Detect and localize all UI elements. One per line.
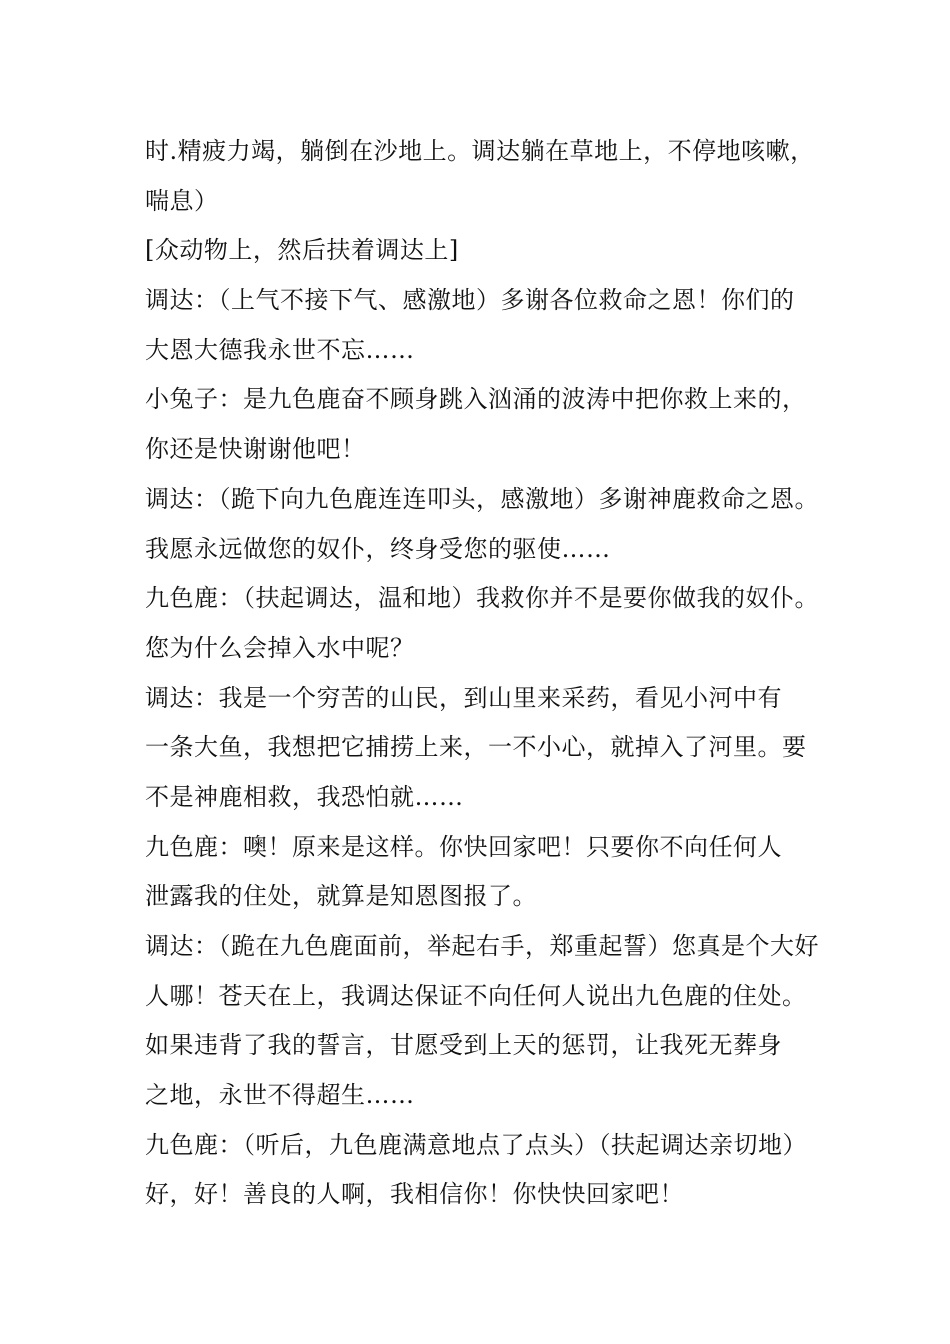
dialogue-line: 调达：（跪在九色鹿面前，举起右手，郑重起誓）您真是个大好 bbox=[145, 932, 819, 960]
dialogue-line: 九色鹿：（听后，九色鹿满意地点了点头）（扶起调达亲切地） bbox=[145, 1130, 807, 1159]
dialogue-line: 人哪！苍天在上，我调达保证不向任何人说出九色鹿的住处。 bbox=[145, 981, 807, 1010]
dialogue-line: 我愿永远做您的奴仆，终身受您的驱使…… bbox=[145, 534, 611, 563]
dialogue-line: 九色鹿：（扶起调达，温和地）我救你并不是要你做我的奴仆。 bbox=[145, 584, 819, 613]
dialogue-line: 调达：我是一个穷苦的山民，到山里来采药，看见小河中有 bbox=[145, 683, 782, 712]
text-line: 喘息） bbox=[145, 186, 219, 215]
dialogue-line: 大恩大德我永世不忘…… bbox=[145, 335, 415, 364]
dialogue-line: 一条大鱼，我想把它捕捞上来，一不小心，就掉入了河里。要 bbox=[145, 733, 807, 762]
text-line: 时.精疲力竭，躺倒在沙地上。调达躺在草地上，不停地咳嗽， bbox=[145, 137, 815, 165]
dialogue-line: 不是神鹿相救，我恐怕就…… bbox=[145, 782, 464, 811]
dialogue-line: 调达：（上气不接下气、感激地）多谢各位救命之恩！你们的 bbox=[145, 286, 795, 315]
dialogue-line: 您为什么会掉入水中呢？ bbox=[145, 633, 415, 662]
dialogue-line: 如果违背了我的誓言，甘愿受到上天的惩罚，让我死无葬身 bbox=[145, 1031, 782, 1060]
dialogue-line: 九色鹿：噢！原来是这样。你快回家吧！只要你不向任何人 bbox=[145, 832, 782, 861]
script-text-block bbox=[145, 127, 845, 1220]
dialogue-line: 好，好！善良的人啊，我相信你！你快快回家吧！ bbox=[145, 1180, 684, 1209]
dialogue-line: 泄露我的住处，就算是知恩图报了。 bbox=[145, 882, 537, 911]
dialogue-line: 之地，永世不得超生…… bbox=[145, 1081, 415, 1110]
dialogue-line: 调达：（跪下向九色鹿连连叩头，感激地）多谢神鹿救命之恩。 bbox=[145, 484, 819, 513]
dialogue-line: 小兔子：是九色鹿奋不顾身跳入汹涌的波涛中把你救上来的， bbox=[145, 385, 807, 414]
dialogue-line: 你还是快谢谢他吧！ bbox=[145, 435, 366, 464]
stage-direction: [众动物上，然后扶着调达上] bbox=[145, 236, 459, 265]
